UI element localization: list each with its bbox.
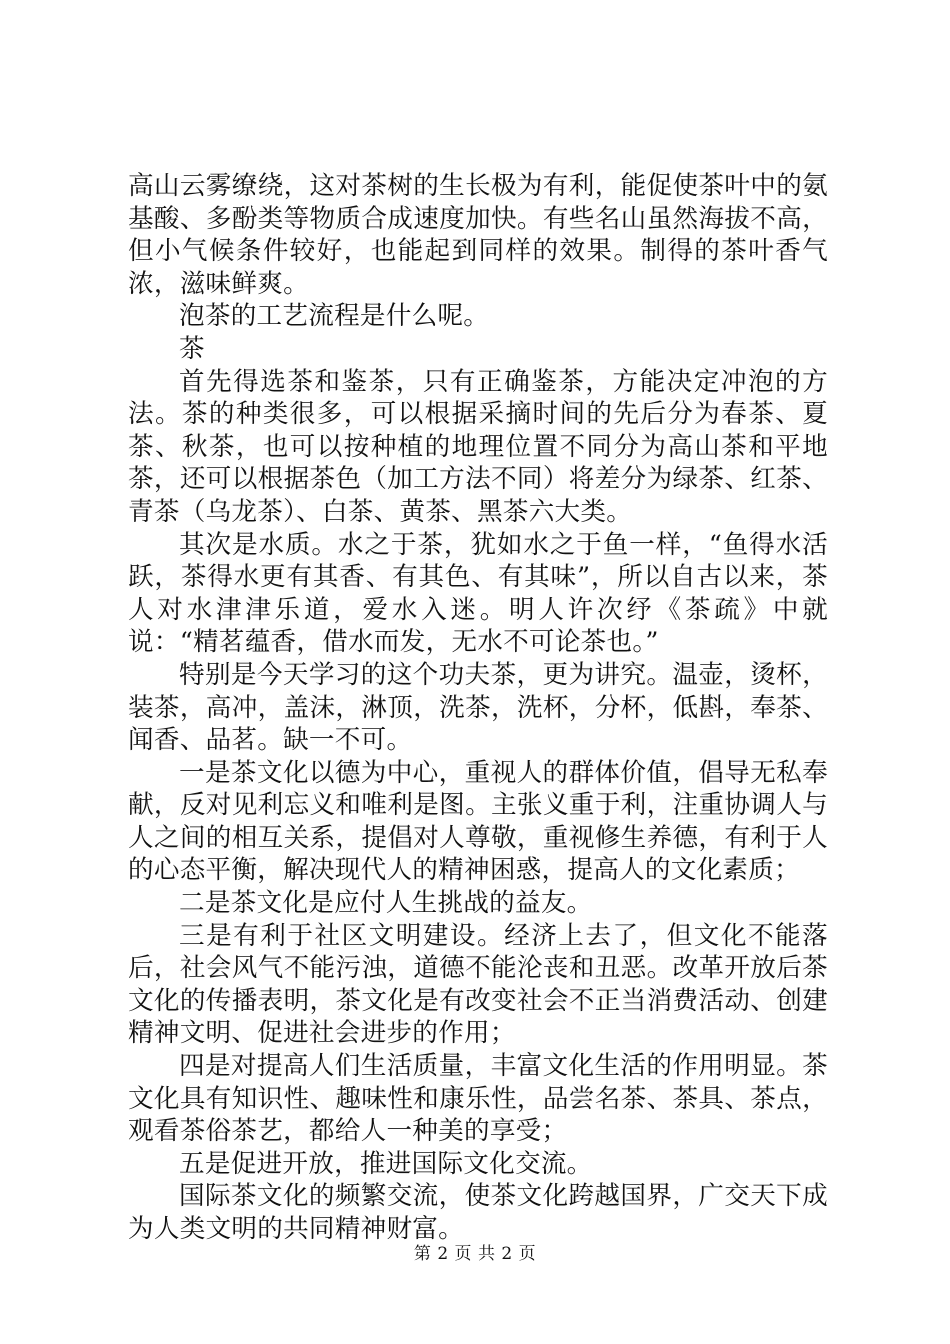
paragraph: 高山云雾缭绕，这对茶树的生长极为有利，能促使茶叶中的氨基酸、多酚类等物质合成速度加快。有些名山虽然海拔不高，但小气候条件较好，也能起到同样的效果。制得的茶叶香气浓，滋味鲜爽。 <box>128 171 828 299</box>
paragraph: 三是有利于社区文明建设。经济上去了，但文化不能落后，社会风气不能污浊，道德不能沦丧和丑恶。改革开放后茶文化的传播表明，茶文化是有改变社会不正当消费活动、创建精神文明、促进社会进步的作用； <box>128 920 828 1049</box>
paragraph: 首先得选茶和鉴茶，只有正确鉴茶，方能决定冲泡的方法。茶的种类很多，可以根据采摘时间的先后分为春茶、夏茶、秋茶，也可以按种植的地理位置不同分为高山茶和平地茶，还可以根据茶色（加工方法不同）将差分为绿茶、红茶、青茶（乌龙茶）、白茶、黄茶、黑茶六大类。 <box>128 366 828 527</box>
paragraph: 茶 <box>179 333 205 364</box>
page-number-footer: 第 2 页 共 2 页 <box>413 1244 537 1264</box>
paragraph: 四是对提高人们生活质量，丰富文化生活的作用明显。茶文化具有知识性、趣味性和康乐性，品尝名茶、茶具、茶点，观看茶俗茶艺，都给人一种美的享受； <box>128 1051 828 1147</box>
paragraph: 其次是水质。水之于茶，犹如水之于鱼一样，“鱼得水活跃，茶得水更有其香、有其色、有其味”，所以自古以来，茶人对水津津乐道，爱水入迷。明人许次纾《茶疏》中就说：“精茗蕴香，借水而发，无水不可论茶也。” <box>128 529 828 658</box>
paragraph: 国际茶文化的频繁交流，使茶文化跨越国界，广交天下成为人类文明的共同精神财富。 <box>128 1181 828 1244</box>
paragraph: 五是促进开放，推进国际文化交流。 <box>179 1148 593 1179</box>
paragraph: 特别是今天学习的这个功夫茶，更为讲究。温壶，烫杯，装茶，高冲，盖沫，淋顶，洗茶，洗杯，分杯，低斟，奉茶、闻香、品茗。缺一不可。 <box>128 659 828 756</box>
paragraph: 泡茶的工艺流程是什么呢。 <box>179 301 490 332</box>
paragraph: 二是茶文化是应付人生挑战的益友。 <box>179 888 593 919</box>
paragraph: 一是茶文化以德为中心，重视人的群体价值，倡导无私奉献，反对见利忘义和唯利是图。主张义重于利，注重协调人与人之间的相互关系，提倡对人尊敬，重视修生养德，有利于人的心态平衡，解决现代人的精神困惑，提高人的文化素质； <box>128 757 828 886</box>
document-body <box>128 170 828 1246</box>
